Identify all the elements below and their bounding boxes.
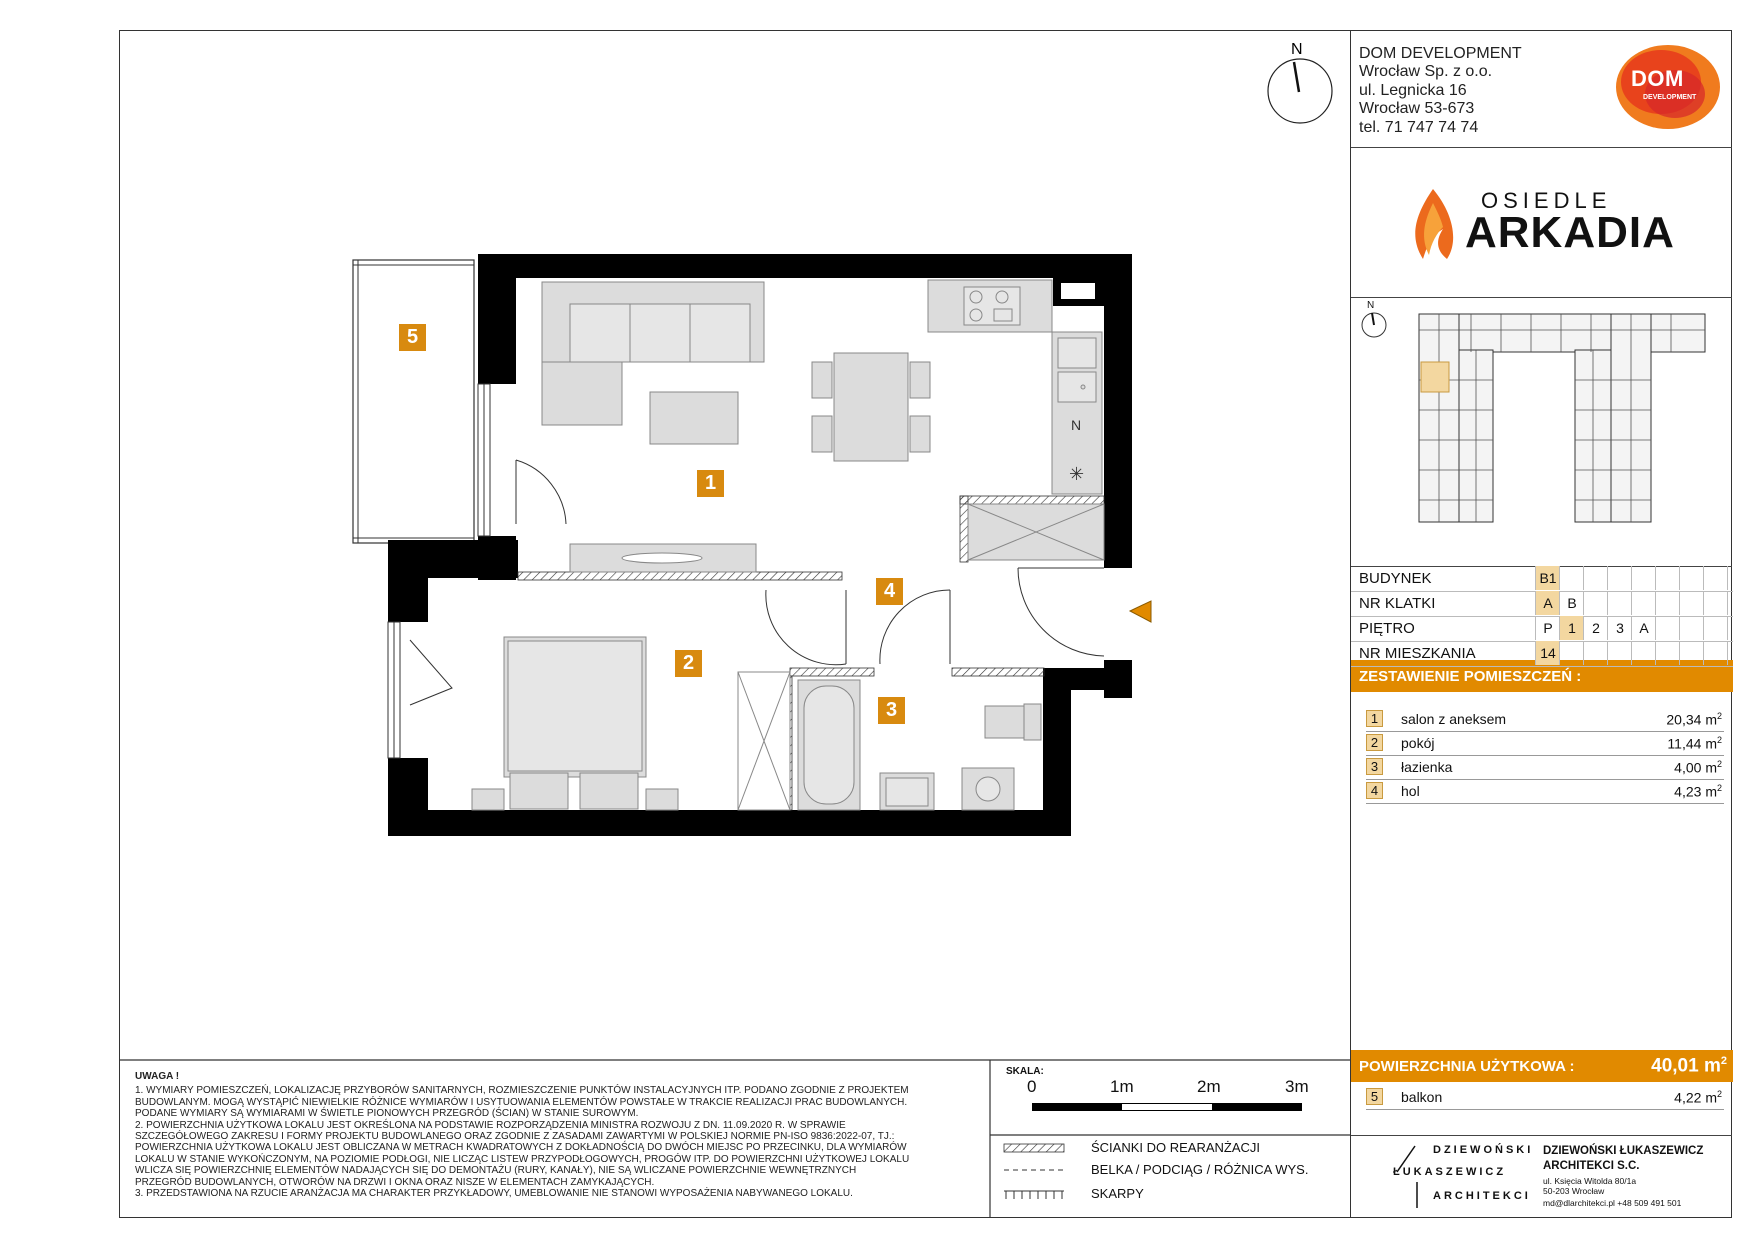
unit-table-cell [1631,566,1656,590]
unit-table-cell [1679,641,1704,665]
unit-table-cell [1583,641,1608,665]
architect-logo [1393,1142,1533,1212]
unit-table-cell [1559,641,1584,665]
dom-logo-text: DOM [1631,66,1684,91]
entrance-marker [1130,601,1151,622]
total-area-value: 40,01 $m^2$ [1651,1055,1727,1077]
unit-table-cell [1607,591,1632,615]
note-line: WLICZA SIĘ POWIERZCHNIĘ ELEMENTÓW NADAJĄCYCH SIĘ DO DEMONTAŻU (RURY, KANAŁY), NIE SĄ WLICZANE POWIERZCHNIE WEWNĘTRZNYCH [135,1165,857,1177]
unit-table-cell [1631,641,1656,665]
unit-table-cell [1631,591,1656,615]
unit-table-cell: 2 [1583,616,1608,640]
notes [135,1071,970,1199]
unit-table-label: NR KLATKI [1359,595,1436,612]
unit-table-cell: B1 [1535,566,1560,590]
legend-beam: BELKA / PODCIĄG / RÓŻNICA WYS. [1091,1162,1309,1177]
company-street: ul. Legnicka 16 [1359,82,1467,99]
room-area: 11,44 $m^2$ [1667,735,1722,752]
unit-table-row [1351,566,1733,592]
architect-city: 50-203 Wrocław [1543,1186,1605,1196]
svg-text:N: N [1071,417,1082,433]
room-area: 20,34 $m^2$ [1666,711,1722,728]
scale-bar [1032,1103,1302,1111]
locator-north-label: N [1367,300,1375,311]
unit-table-cell: P [1535,616,1560,640]
room-name: łazienka [1401,759,1453,775]
info-panel [1350,30,1732,1218]
unit-table-cell [1559,566,1584,590]
architect-logo-line: ŁUKASZEWICZ [1393,1166,1507,1178]
unit-table-cell [1703,641,1728,665]
scale-tick: 2m [1197,1077,1221,1096]
north-arrow [1268,41,1332,123]
architect-name-2: ARCHITEKCI S.C. [1543,1160,1640,1172]
plan-tag-hall: 4 [876,578,903,605]
unit-table-cell [1727,641,1752,665]
rooms-header-label: ZESTAWIENIE POMIESZCZEŃ : [1359,668,1582,685]
plan-tag-bedroom: 2 [675,650,702,677]
balcony-row [1366,1085,1724,1110]
unit-table-cell [1703,616,1728,640]
legend-slopes: SKARPY [1091,1186,1144,1201]
balcony [353,260,474,543]
room-number: 3 [1366,758,1383,775]
note-line: PODANE WYMIARY SĄ WYMIARAMI W ŚWIETLE PIONOWYCH PRZEGRÓD (ŚCIAN) W STANIE SUROWYM. [135,1108,639,1120]
estate-line2: ARKADIA [1465,208,1675,257]
note-line: 3. PRZEDSTAWIONA NA RZUCIE ARANŻACJA MA CHARAKTER PRZYKŁADOWY, UMEBLOWANIE NIE STANOWI WYPOSAŻENIA NABYWANEGO LOKALU. [135,1188,853,1200]
room-row [1366,707,1724,732]
architect-name: DZIEWOŃSKI ŁUKASZEWICZ [1543,1145,1704,1157]
unit-table-cell [1655,616,1680,640]
room-number: 2 [1366,734,1383,751]
room-name: hol [1401,783,1420,799]
company-name: DOM DEVELOPMENT [1359,45,1522,62]
unit-table-cell [1583,566,1608,590]
svg-text:✳: ✳ [1069,464,1085,484]
unit-table-cell: 3 [1607,616,1632,640]
unit-table-cell [1727,591,1752,615]
plan-tag-balcony: 5 [399,324,426,351]
unit-table-cell [1679,591,1704,615]
architect-contact: md@dlarchitekci.pl +48 509 491 501 [1543,1198,1682,1208]
unit-table-cell [1679,566,1704,590]
unit-table-cell: A [1631,616,1656,640]
room-name: pokój [1401,735,1435,751]
architect-address: ul. Księcia Witolda 80/1a [1543,1176,1637,1186]
plan-tag-bathroom: 3 [878,697,905,724]
architect-logo-line: ARCHITEKCI [1433,1190,1531,1202]
dom-logo-subtext: DEVELOPMENT [1643,94,1697,101]
unit-table-cell [1655,566,1680,590]
unit-table-cell [1583,591,1608,615]
scale-tick: 1m [1110,1077,1134,1096]
unit-table-cell: 1 [1559,616,1584,640]
unit-table-row [1351,641,1733,667]
room-name: salon z aneksem [1401,711,1507,727]
room-number: 1 [1366,710,1383,727]
room-number: 5 [1366,1088,1383,1105]
company-phone: tel. 71 747 74 74 [1359,119,1479,136]
dom-development-logo [1613,42,1723,132]
room-area: 4,22 $m^2$ [1674,1089,1722,1106]
unit-table-row [1351,616,1733,642]
arkadia-logo [1403,185,1463,265]
company-branch: Wrocław Sp. z o.o. [1359,63,1493,80]
note-line: POWIERZCHNIA UŻYTKOWA LOKALU JEST OBLICZANA W METRACH KWADRATOWYCH Z DOKŁADNOŚCIĄ DO DWÓCH MIEJSC PO PRZECINKU, DLA WYMIARÓW [135,1142,907,1154]
unit-table-cell [1703,591,1728,615]
company-city: Wrocław 53-673 [1359,100,1475,117]
note-line: 1. WYMIARY POMIESZCZEŃ, LOKALIZACJĘ PRZYBORÓW SANITARNYCH, ROZMIESZCZENIE PUNKTÓW INSTALACYJNYCH ITP. PODANO ZGODNIE Z PROJEKTEM [135,1085,909,1097]
scale-tick: 0 [1027,1077,1037,1096]
unit-table-label: PIĘTRO [1359,620,1415,637]
scale-label: SKALA: [1006,1066,1044,1077]
note-line: SZCZEGÓŁOWEGO ZAKRESU I FORMY PROJEKTU BUDOWLANEGO ORAZ ZGODNIE Z ZASADAMI ZAWARTYMI W POLSKIEJ NORMIE PN-ISO 9836:2022-07, TJ.: [135,1131,895,1143]
room-area: 4,23 $m^2$ [1674,783,1722,800]
note-line: LOKALU W STANIE WYKOŃCZONYM, NA POZIOMIE PODŁOGI, NIE LICZĄC LISTEW PRZYPODŁOGOWYCH, PROGÓW ITP. DO POWIERZCHNI UŻYTKOWEJ LOKALU [135,1153,910,1165]
legend-rearrangeable-walls: ŚCIANKI DO REARANŻACJI [1091,1140,1261,1155]
room-row [1366,731,1724,756]
room-area: 4,00 $m^2$ [1674,759,1722,776]
total-area-bar [1351,1050,1733,1082]
unit-table-cell: 14 [1535,641,1560,665]
unit-table-cell [1727,566,1752,590]
total-area-label: POWIERZCHNIA UŻYTKOWA : [1359,1058,1575,1075]
scale-tick: 3m [1285,1077,1309,1096]
room-name: balkon [1401,1089,1443,1105]
unit-table-cell [1607,641,1632,665]
estate-line1: OSIEDLE [1481,188,1612,213]
legend-symbols [1004,1144,1064,1199]
north-label: N [1291,41,1303,58]
plan-tag-living-room: 1 [697,470,724,497]
room-row [1366,755,1724,780]
unit-table-cell [1655,591,1680,615]
unit-table-cell [1679,616,1704,640]
room-number: 4 [1366,782,1383,799]
note-line: 2. POWIERZCHNIA UŻYTKOWA LOKALU JEST OKREŚLONA NA PODSTAWIE ROZPORZĄDZENIA MINISTRA ROZWOJU Z DN. 11.09.2020 R. W SPRAWIE [135,1119,846,1131]
unit-table-cell [1727,616,1752,640]
unit-table-label: BUDYNEK [1359,570,1432,587]
unit-table-cell [1703,566,1728,590]
unit-table-cell: A [1535,591,1560,615]
note-line: PRZEGRÓD BUDOWLANYCH, OTWORÓW NA DRZWI I OKNA ORAZ NISZE W ELEMENTACH ZAMYKAJĄCYCH. [135,1176,655,1188]
unit-table-row [1351,591,1733,617]
unit-table-cell [1655,641,1680,665]
room-row [1366,779,1724,804]
architect-logo-line: DZIEWOŃSKI [1433,1144,1534,1156]
furniture [472,280,1104,810]
unit-table-cell [1607,566,1632,590]
notes-title: UWAGA ! [135,1071,180,1082]
unit-table-cell: B [1559,591,1584,615]
site-locator [1351,298,1733,566]
unit-table-label: NR MIESZKANIA [1359,645,1476,662]
note-line: BUDOWLANYM. MOGĄ WYSTĄPIĆ NIEWIELKIE RÓŻNICE WYMIARÓW I USYTUOWANIA ELEMENTÓW POWSTAŁE W TRAKCIE REALIZACJI PRAC BUDOWLANYCH. [135,1096,908,1108]
